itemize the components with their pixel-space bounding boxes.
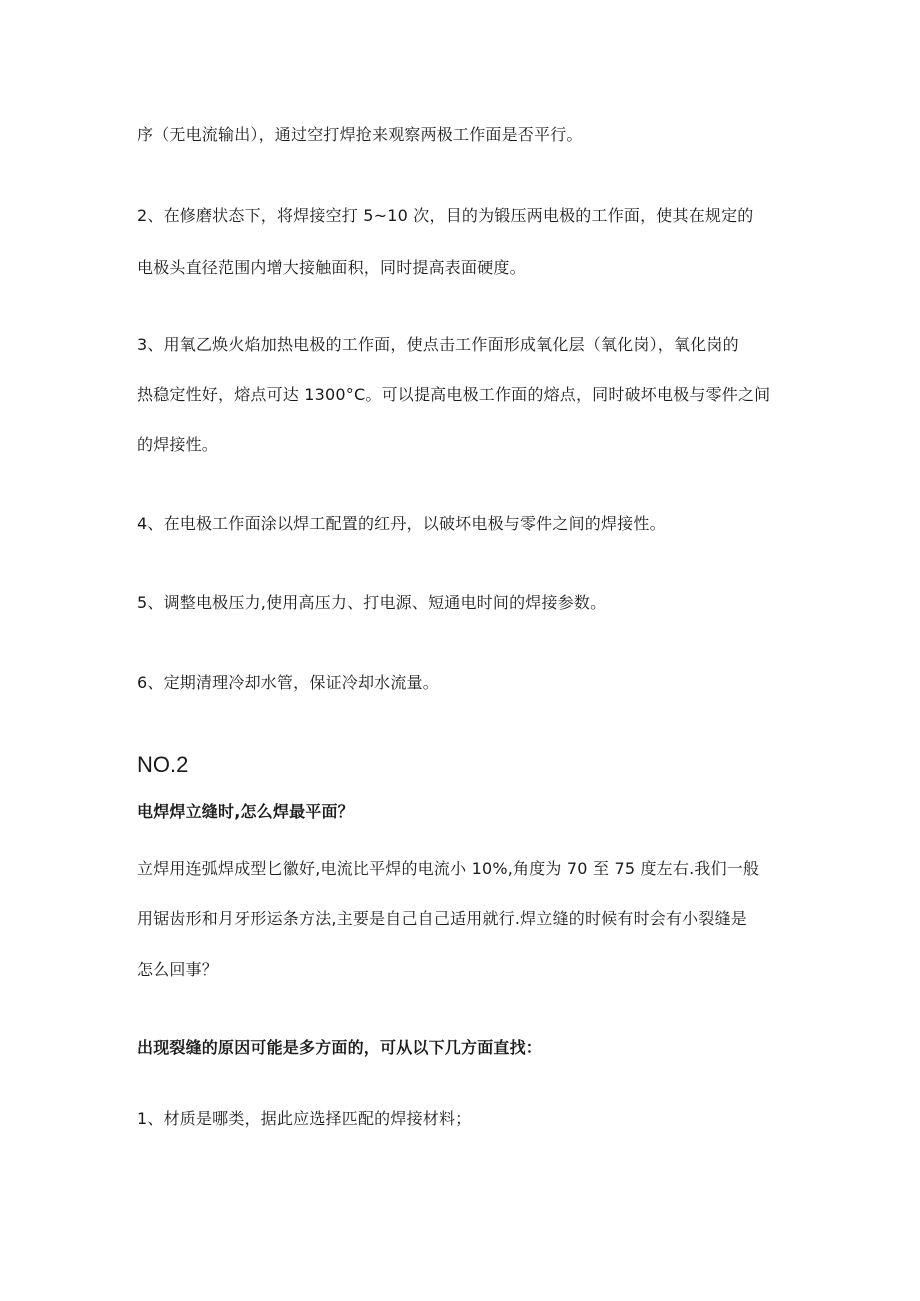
text-line: 1、材质是哪类，据此应选择匹配的焊接材料； (137, 1109, 472, 1128)
bold-statement: 出现裂缝的原因可能是多方面的，可从以下几方面直找： (137, 1038, 543, 1057)
text-line: 立焊用连弧焊成型匕徽好,电流比平焊的电流小 10%,角度为 70 至 75 度左右.我们一般 (137, 859, 760, 878)
text-line: 4、在电极工作面涂以焊工配置的红丹，以破坏电极与零件之间的焊接性。 (137, 514, 666, 533)
text-line: 用锯齿形和月牙形运条方法,主要是自己自己适用就行.焊立缝的时候有时会有小裂缝是 (137, 909, 747, 928)
text-line: 怎么回事？ (137, 960, 219, 979)
text-line: 3、用氧乙焕火焰加热电极的工作面，使点击工作面形成氧化层（氧化岗），氧化岗的 (137, 335, 739, 354)
text-line: 2、在修磨状态下，将焊接空打 5~10 次，目的为锻压两电极的工作面，使其在规定的 (137, 206, 754, 225)
text-line: 电极头直径范围内增大接触面积，同时提高表面硬度。 (137, 258, 526, 277)
section-heading: NO.2 (137, 752, 189, 777)
text-line: 序（无电流输出），通过空打焊抢来观察两极工作面是否平行。 (137, 125, 583, 144)
text-line: 6、定期清理冷却水管，保证冷却水流量。 (137, 673, 439, 692)
text-line: 的焊接性。 (137, 435, 219, 454)
question-title: 电焊焊立缝时,怎么焊最平面？ (137, 802, 354, 821)
text-line: 热稳定性好，熔点可达 1300°C。可以提高电极工作面的熔点，同时破坏电极与零件之间 (137, 385, 771, 404)
text-line: 5、调整电极压力,使用高压力、打电源、短通电时间的焊接参数。 (137, 593, 607, 612)
